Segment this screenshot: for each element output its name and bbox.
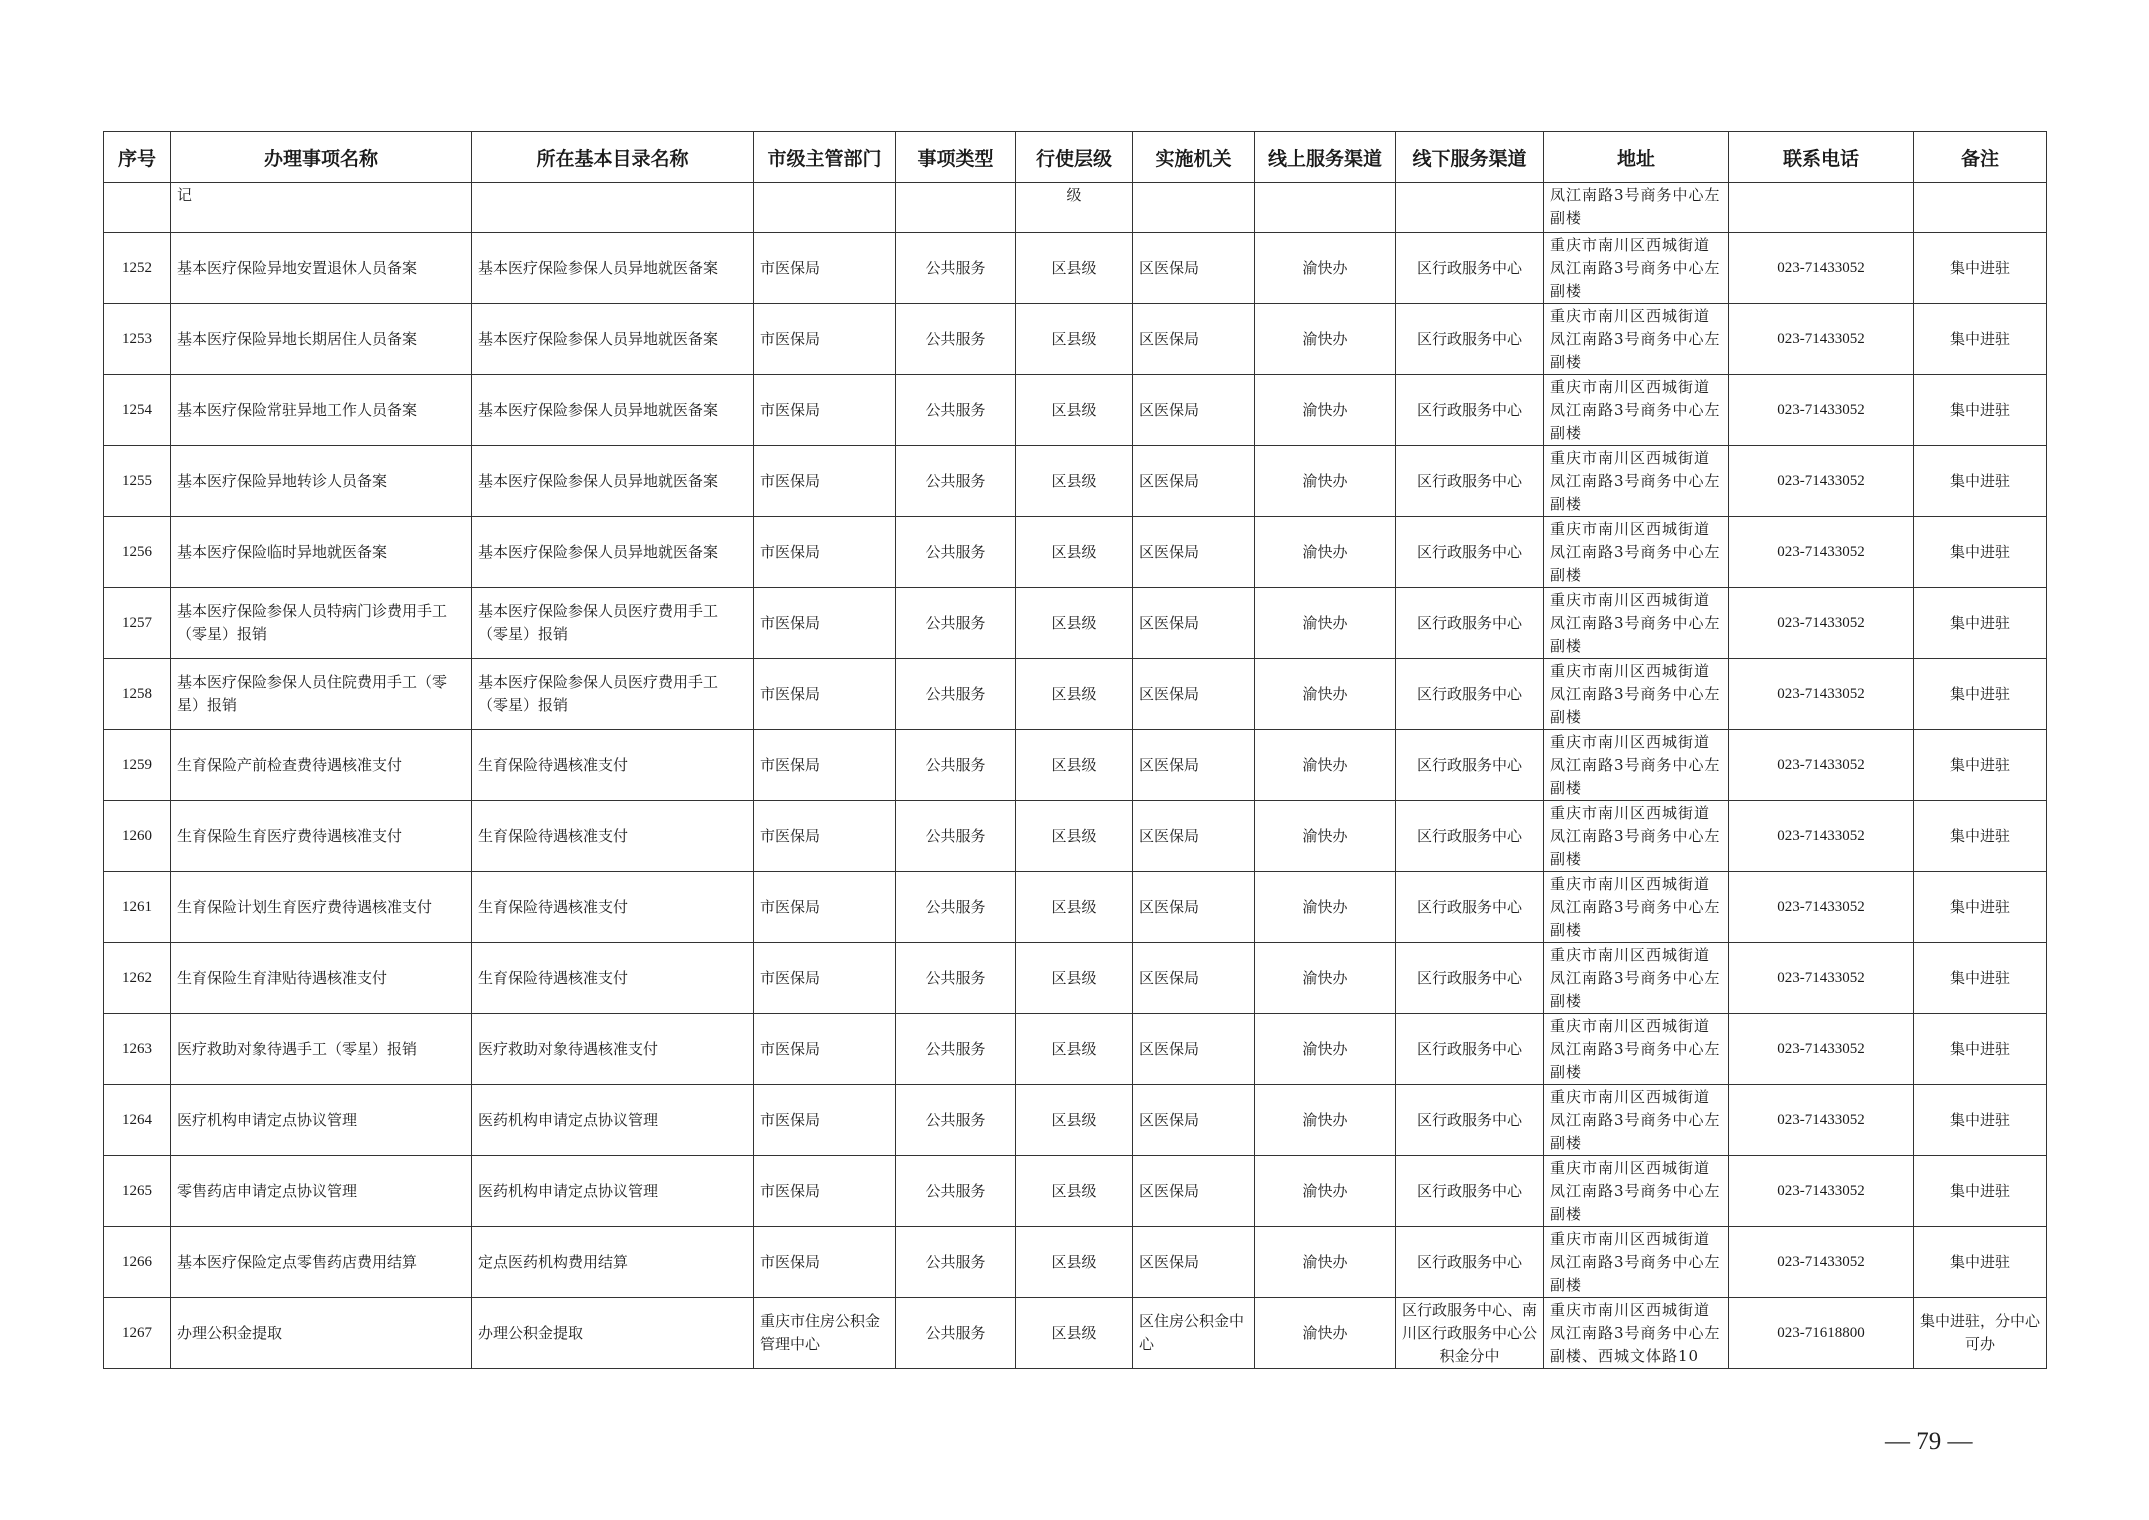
header-item-type: 事项类型: [896, 132, 1016, 183]
cell-level: 区县级: [1016, 517, 1133, 588]
cell-address: 重庆市南川区西城街道凤江南路3号商务中心左副楼: [1544, 588, 1729, 659]
cell-level: 区县级: [1016, 1227, 1133, 1298]
cell-item-type: 公共服务: [896, 1085, 1016, 1156]
cell-agency: 区医保局: [1133, 659, 1255, 730]
cell-department: 市医保局: [754, 446, 896, 517]
cell-phone: 023-71433052: [1729, 588, 1914, 659]
cell-offline-channel: 区行政服务中心: [1396, 943, 1544, 1014]
cell-note: 集中进驻: [1914, 1227, 2047, 1298]
cell-level: 区县级: [1016, 801, 1133, 872]
table-row: [104, 304, 2047, 375]
cell-agency: 区医保局: [1133, 446, 1255, 517]
cell-phone: 023-71433052: [1729, 801, 1914, 872]
cell-seq: 1260: [104, 801, 171, 872]
cell-item-type: 公共服务: [896, 517, 1016, 588]
cell-phone: 023-71433052: [1729, 872, 1914, 943]
cell-offline-channel: 区行政服务中心: [1396, 375, 1544, 446]
cell-note: 集中进驻: [1914, 730, 2047, 801]
cell-item-type: 公共服务: [896, 446, 1016, 517]
cell-offline-channel: 区行政服务中心: [1396, 233, 1544, 304]
cell-note: 集中进驻: [1914, 801, 2047, 872]
cell-phone: 023-71618800: [1729, 1298, 1914, 1369]
header-note: 备注: [1914, 132, 2047, 183]
cell-phone: 023-71433052: [1729, 1014, 1914, 1085]
cell-catalog-name: 生育保险待遇核准支付: [472, 943, 754, 1014]
cell-address: 重庆市南川区西城街道凤江南路3号商务中心左副楼: [1544, 1085, 1729, 1156]
cell-catalog-name: 医药机构申请定点协议管理: [472, 1085, 754, 1156]
cell-level: 区县级: [1016, 659, 1133, 730]
cell-online-channel: 渝快办: [1255, 1227, 1396, 1298]
cell-phone: 023-71433052: [1729, 304, 1914, 375]
cell-agency: 区医保局: [1133, 1014, 1255, 1085]
cell-offline-channel: 区行政服务中心: [1396, 1085, 1544, 1156]
cell-online-channel: 渝快办: [1255, 588, 1396, 659]
header-seq: 序号: [104, 132, 171, 183]
cell-phone: 023-71433052: [1729, 1085, 1914, 1156]
cell-online-channel: 渝快办: [1255, 517, 1396, 588]
cell-address: 重庆市南川区西城街道凤江南路3号商务中心左副楼: [1544, 943, 1729, 1014]
cell-item-name: 记: [171, 183, 472, 233]
cell-address: 重庆市南川区西城街道凤江南路3号商务中心左副楼、西城文体路10: [1544, 1298, 1729, 1369]
cell-department: 重庆市住房公积金管理中心: [754, 1298, 896, 1369]
cell-level: 区县级: [1016, 1156, 1133, 1227]
cell-item-type: 公共服务: [896, 1298, 1016, 1369]
cell-item-name: 生育保险生育津贴待遇核准支付: [171, 943, 472, 1014]
cell-phone: 023-71433052: [1729, 375, 1914, 446]
header-agency: 实施机关: [1133, 132, 1255, 183]
cell-seq: 1267: [104, 1298, 171, 1369]
cell-catalog-name: 基本医疗保险参保人员医疗费用手工（零星）报销: [472, 588, 754, 659]
cell-item-type: 公共服务: [896, 1156, 1016, 1227]
cell-online-channel: [1255, 183, 1396, 233]
cell-level: 区县级: [1016, 1298, 1133, 1369]
cell-department: 市医保局: [754, 659, 896, 730]
cell-level: 区县级: [1016, 375, 1133, 446]
header-address: 地址: [1544, 132, 1729, 183]
cell-address: 重庆市南川区西城街道凤江南路3号商务中心左副楼: [1544, 375, 1729, 446]
cell-item-type: 公共服务: [896, 872, 1016, 943]
header-item-name: 办理事项名称: [171, 132, 472, 183]
cell-catalog-name: 基本医疗保险参保人员异地就医备案: [472, 375, 754, 446]
cell-address: 重庆市南川区西城街道凤江南路3号商务中心左副楼: [1544, 233, 1729, 304]
cell-item-type: 公共服务: [896, 730, 1016, 801]
cell-agency: 区医保局: [1133, 517, 1255, 588]
cell-seq: 1258: [104, 659, 171, 730]
cell-seq: 1259: [104, 730, 171, 801]
cell-level: 区县级: [1016, 1085, 1133, 1156]
cell-note: 集中进驻: [1914, 588, 2047, 659]
cell-offline-channel: 区行政服务中心: [1396, 517, 1544, 588]
cell-item-name: 基本医疗保险常驻异地工作人员备案: [171, 375, 472, 446]
cell-online-channel: 渝快办: [1255, 730, 1396, 801]
cell-item-type: [896, 183, 1016, 233]
cell-note: 集中进驻: [1914, 943, 2047, 1014]
cell-agency: 区住房公积金中心: [1133, 1298, 1255, 1369]
cell-item-type: 公共服务: [896, 375, 1016, 446]
cell-item-name: 生育保险生育医疗费待遇核准支付: [171, 801, 472, 872]
continuation-row: [104, 183, 2047, 233]
cell-agency: 区医保局: [1133, 1085, 1255, 1156]
cell-item-type: 公共服务: [896, 1227, 1016, 1298]
cell-seq: 1257: [104, 588, 171, 659]
header-row: [104, 132, 2047, 183]
cell-agency: 区医保局: [1133, 801, 1255, 872]
table-row: [104, 588, 2047, 659]
cell-note: 集中进驻: [1914, 304, 2047, 375]
cell-phone: 023-71433052: [1729, 1156, 1914, 1227]
cell-phone: 023-71433052: [1729, 659, 1914, 730]
cell-agency: 区医保局: [1133, 588, 1255, 659]
table-row: [104, 1298, 2047, 1369]
cell-offline-channel: 区行政服务中心、南川区行政服务中心公积金分中: [1396, 1298, 1544, 1369]
cell-level: 区县级: [1016, 446, 1133, 517]
table-row: [104, 1085, 2047, 1156]
cell-department: 市医保局: [754, 1014, 896, 1085]
table-row: [104, 730, 2047, 801]
cell-item-name: 基本医疗保险异地长期居住人员备案: [171, 304, 472, 375]
cell-catalog-name: 医药机构申请定点协议管理: [472, 1156, 754, 1227]
cell-level: 区县级: [1016, 1014, 1133, 1085]
cell-level: 区县级: [1016, 588, 1133, 659]
cell-seq: 1266: [104, 1227, 171, 1298]
cell-agency: 区医保局: [1133, 1227, 1255, 1298]
cell-online-channel: 渝快办: [1255, 943, 1396, 1014]
cell-address: 重庆市南川区西城街道凤江南路3号商务中心左副楼: [1544, 1014, 1729, 1085]
cell-department: 市医保局: [754, 517, 896, 588]
header-department: 市级主管部门: [754, 132, 896, 183]
cell-note: 集中进驻: [1914, 1156, 2047, 1227]
cell-phone: 023-71433052: [1729, 730, 1914, 801]
cell-seq: 1256: [104, 517, 171, 588]
cell-department: 市医保局: [754, 588, 896, 659]
cell-department: 市医保局: [754, 304, 896, 375]
table-row: [104, 659, 2047, 730]
header-offline-channel: 线下服务渠道: [1396, 132, 1544, 183]
cell-seq: 1262: [104, 943, 171, 1014]
cell-item-name: 基本医疗保险异地安置退休人员备案: [171, 233, 472, 304]
cell-department: 市医保局: [754, 1156, 896, 1227]
cell-offline-channel: 区行政服务中心: [1396, 304, 1544, 375]
table-row: [104, 1014, 2047, 1085]
cell-agency: 区医保局: [1133, 730, 1255, 801]
cell-agency: 区医保局: [1133, 233, 1255, 304]
table-row: [104, 801, 2047, 872]
cell-online-channel: 渝快办: [1255, 446, 1396, 517]
cell-item-type: 公共服务: [896, 659, 1016, 730]
cell-catalog-name: 生育保险待遇核准支付: [472, 730, 754, 801]
cell-catalog-name: 医疗救助对象待遇核准支付: [472, 1014, 754, 1085]
cell-address: 重庆市南川区西城街道凤江南路3号商务中心左副楼: [1544, 1227, 1729, 1298]
cell-level: 区县级: [1016, 233, 1133, 304]
cell-catalog-name: 基本医疗保险参保人员异地就医备案: [472, 446, 754, 517]
cell-note: 集中进驻: [1914, 375, 2047, 446]
cell-online-channel: 渝快办: [1255, 1085, 1396, 1156]
cell-item-name: 基本医疗保险异地转诊人员备案: [171, 446, 472, 517]
cell-offline-channel: 区行政服务中心: [1396, 730, 1544, 801]
cell-catalog-name: 生育保险待遇核准支付: [472, 872, 754, 943]
cell-address: 凤江南路3号商务中心左副楼: [1544, 183, 1729, 233]
cell-agency: 区医保局: [1133, 872, 1255, 943]
cell-address: 重庆市南川区西城街道凤江南路3号商务中心左副楼: [1544, 517, 1729, 588]
cell-note: 集中进驻: [1914, 1085, 2047, 1156]
cell-item-name: 基本医疗保险临时异地就医备案: [171, 517, 472, 588]
cell-phone: 023-71433052: [1729, 446, 1914, 517]
cell-note: 集中进驻: [1914, 1014, 2047, 1085]
cell-note: 集中进驻: [1914, 872, 2047, 943]
cell-department: 市医保局: [754, 801, 896, 872]
table-row: [104, 375, 2047, 446]
cell-address: 重庆市南川区西城街道凤江南路3号商务中心左副楼: [1544, 304, 1729, 375]
table-body: [104, 183, 2047, 1369]
cell-online-channel: 渝快办: [1255, 1014, 1396, 1085]
cell-department: 市医保局: [754, 1227, 896, 1298]
cell-phone: 023-71433052: [1729, 943, 1914, 1014]
cell-online-channel: 渝快办: [1255, 1298, 1396, 1369]
cell-seq: 1261: [104, 872, 171, 943]
cell-online-channel: 渝快办: [1255, 233, 1396, 304]
cell-online-channel: 渝快办: [1255, 659, 1396, 730]
cell-catalog-name: 办理公积金提取: [472, 1298, 754, 1369]
cell-agency: 区医保局: [1133, 375, 1255, 446]
cell-seq: [104, 183, 171, 233]
cell-item-type: 公共服务: [896, 304, 1016, 375]
cell-item-name: 基本医疗保险参保人员特病门诊费用手工（零星）报销: [171, 588, 472, 659]
cell-seq: 1263: [104, 1014, 171, 1085]
cell-item-name: 生育保险产前检查费待遇核准支付: [171, 730, 472, 801]
cell-item-type: 公共服务: [896, 943, 1016, 1014]
cell-seq: 1254: [104, 375, 171, 446]
cell-phone: 023-71433052: [1729, 233, 1914, 304]
cell-offline-channel: 区行政服务中心: [1396, 1014, 1544, 1085]
cell-offline-channel: 区行政服务中心: [1396, 872, 1544, 943]
cell-item-name: 医疗救助对象待遇手工（零星）报销: [171, 1014, 472, 1085]
cell-online-channel: 渝快办: [1255, 375, 1396, 446]
cell-catalog-name: 基本医疗保险参保人员异地就医备案: [472, 517, 754, 588]
page-number: — 79 —: [1885, 1428, 1973, 1455]
cell-offline-channel: [1396, 183, 1544, 233]
cell-item-type: 公共服务: [896, 801, 1016, 872]
cell-department: 市医保局: [754, 730, 896, 801]
table-header: [104, 132, 2047, 183]
cell-phone: 023-71433052: [1729, 517, 1914, 588]
cell-agency: 区医保局: [1133, 1156, 1255, 1227]
cell-offline-channel: 区行政服务中心: [1396, 801, 1544, 872]
header-phone: 联系电话: [1729, 132, 1914, 183]
cell-level: 区县级: [1016, 304, 1133, 375]
cell-online-channel: 渝快办: [1255, 801, 1396, 872]
cell-note: 集中进驻: [1914, 446, 2047, 517]
header-level: 行使层级: [1016, 132, 1133, 183]
cell-agency: 区医保局: [1133, 943, 1255, 1014]
cell-department: 市医保局: [754, 943, 896, 1014]
cell-item-name: 医疗机构申请定点协议管理: [171, 1085, 472, 1156]
cell-catalog-name: [472, 183, 754, 233]
cell-item-type: 公共服务: [896, 233, 1016, 304]
cell-level: 级: [1016, 183, 1133, 233]
cell-note: [1914, 183, 2047, 233]
cell-address: 重庆市南川区西城街道凤江南路3号商务中心左副楼: [1544, 1156, 1729, 1227]
cell-note: 集中进驻: [1914, 233, 2047, 304]
cell-offline-channel: 区行政服务中心: [1396, 1156, 1544, 1227]
cell-seq: 1265: [104, 1156, 171, 1227]
cell-online-channel: 渝快办: [1255, 304, 1396, 375]
cell-seq: 1252: [104, 233, 171, 304]
header-online-channel: 线上服务渠道: [1255, 132, 1396, 183]
cell-address: 重庆市南川区西城街道凤江南路3号商务中心左副楼: [1544, 730, 1729, 801]
cell-catalog-name: 生育保险待遇核准支付: [472, 801, 754, 872]
cell-department: 市医保局: [754, 1085, 896, 1156]
cell-seq: 1255: [104, 446, 171, 517]
table-row: [104, 517, 2047, 588]
cell-seq: 1264: [104, 1085, 171, 1156]
cell-catalog-name: 基本医疗保险参保人员异地就医备案: [472, 304, 754, 375]
header-catalog-name: 所在基本目录名称: [472, 132, 754, 183]
cell-level: 区县级: [1016, 943, 1133, 1014]
cell-seq: 1253: [104, 304, 171, 375]
cell-phone: 023-71433052: [1729, 1227, 1914, 1298]
cell-offline-channel: 区行政服务中心: [1396, 446, 1544, 517]
cell-item-type: 公共服务: [896, 1014, 1016, 1085]
table-row: [104, 1156, 2047, 1227]
cell-item-name: 零售药店申请定点协议管理: [171, 1156, 472, 1227]
cell-phone: [1729, 183, 1914, 233]
cell-department: [754, 183, 896, 233]
table-row: [104, 943, 2047, 1014]
cell-address: 重庆市南川区西城街道凤江南路3号商务中心左副楼: [1544, 801, 1729, 872]
cell-agency: 区医保局: [1133, 304, 1255, 375]
cell-item-type: 公共服务: [896, 588, 1016, 659]
cell-item-name: 基本医疗保险参保人员住院费用手工（零星）报销: [171, 659, 472, 730]
cell-offline-channel: 区行政服务中心: [1396, 588, 1544, 659]
cell-department: 市医保局: [754, 375, 896, 446]
table-row: [104, 1227, 2047, 1298]
cell-level: 区县级: [1016, 872, 1133, 943]
cell-item-name: 办理公积金提取: [171, 1298, 472, 1369]
table-row: [104, 233, 2047, 304]
cell-note: 集中进驻: [1914, 659, 2047, 730]
cell-address: 重庆市南川区西城街道凤江南路3号商务中心左副楼: [1544, 446, 1729, 517]
cell-online-channel: 渝快办: [1255, 872, 1396, 943]
table-row: [104, 872, 2047, 943]
cell-offline-channel: 区行政服务中心: [1396, 1227, 1544, 1298]
cell-address: 重庆市南川区西城街道凤江南路3号商务中心左副楼: [1544, 872, 1729, 943]
service-items-table: [103, 131, 2047, 1369]
cell-catalog-name: 基本医疗保险参保人员异地就医备案: [472, 233, 754, 304]
cell-offline-channel: 区行政服务中心: [1396, 659, 1544, 730]
cell-department: 市医保局: [754, 872, 896, 943]
table-row: [104, 446, 2047, 517]
cell-online-channel: 渝快办: [1255, 1156, 1396, 1227]
cell-catalog-name: 定点医药机构费用结算: [472, 1227, 754, 1298]
cell-note: 集中进驻: [1914, 517, 2047, 588]
cell-department: 市医保局: [754, 233, 896, 304]
cell-item-name: 基本医疗保险定点零售药店费用结算: [171, 1227, 472, 1298]
cell-address: 重庆市南川区西城街道凤江南路3号商务中心左副楼: [1544, 659, 1729, 730]
cell-note: 集中进驻，分中心可办: [1914, 1298, 2047, 1369]
cell-item-name: 生育保险计划生育医疗费待遇核准支付: [171, 872, 472, 943]
cell-level: 区县级: [1016, 730, 1133, 801]
cell-agency: [1133, 183, 1255, 233]
cell-catalog-name: 基本医疗保险参保人员医疗费用手工（零星）报销: [472, 659, 754, 730]
